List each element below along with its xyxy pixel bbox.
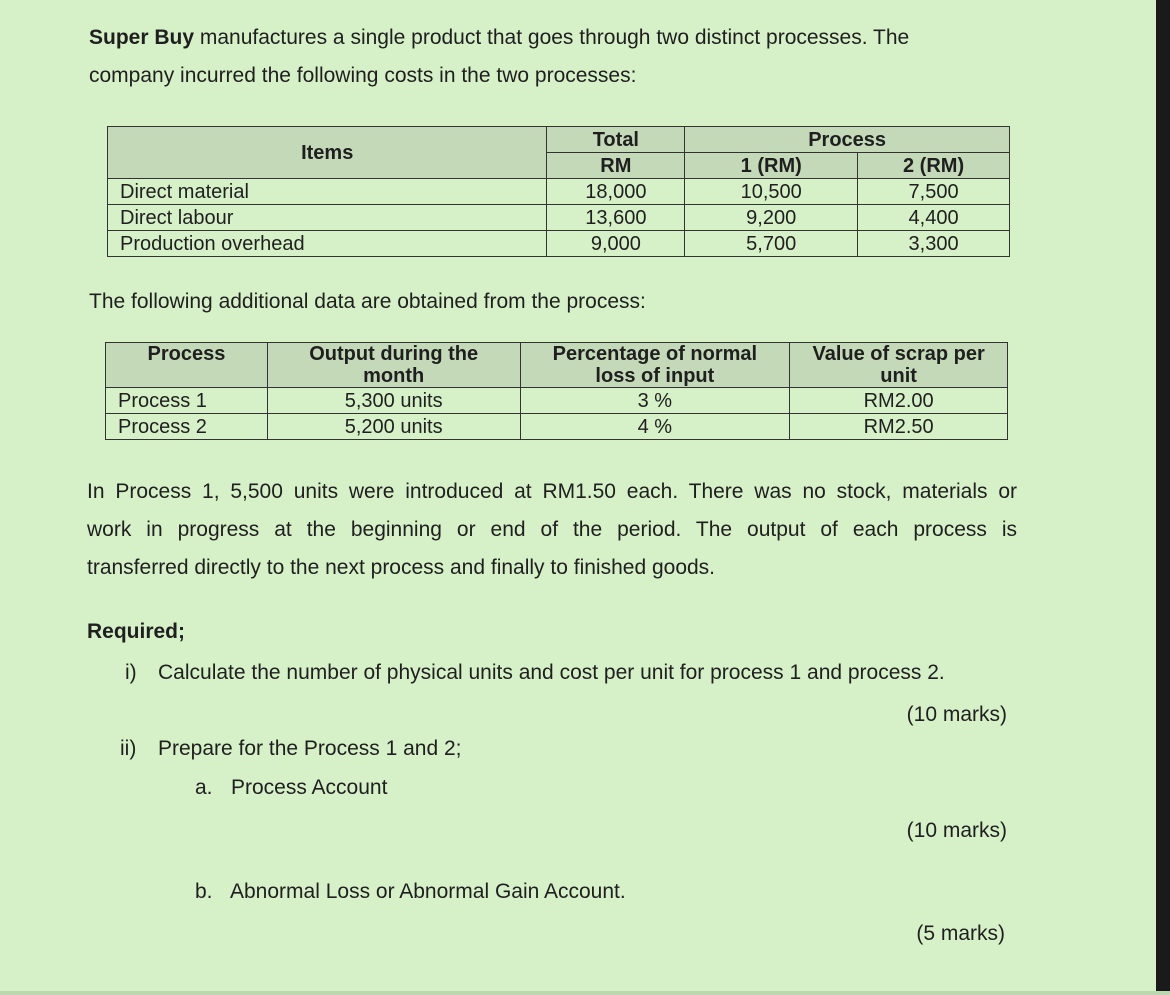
q1-number: i): [125, 661, 137, 684]
header-process-1: 1 (RM): [685, 153, 858, 179]
row-total: 9,000: [547, 231, 685, 257]
row-process: Process 2: [106, 414, 268, 440]
row-p2: 3,300: [858, 231, 1010, 257]
process-table: [105, 342, 1008, 440]
row-scrap: RM2.00: [790, 388, 1008, 414]
row-p1: 5,700: [685, 231, 858, 257]
q1-text: Calculate the number of physical units and cost per unit for process 1 and process 2.: [158, 661, 945, 684]
q2a-marks: (10 marks): [906, 819, 1007, 842]
table-row: [106, 388, 1008, 414]
row-p2: 7,500: [858, 179, 1010, 205]
row-p1: 9,200: [685, 205, 858, 231]
details-paragraph: [87, 473, 1017, 587]
row-loss: 4 %: [520, 414, 790, 440]
row-item: Direct material: [108, 179, 547, 205]
intro-line2: company incurred the following costs in the two processes:: [89, 64, 637, 87]
header-process: Process: [685, 127, 1010, 153]
details-line2: work in progress at the beginning or end of the period. The output of each process is: [87, 518, 1017, 541]
intro-line1: manufactures a single product that goes through two distinct processes. The: [194, 26, 910, 49]
q2a-text: Process Account: [231, 776, 388, 799]
row-scrap: RM2.50: [790, 414, 1008, 440]
required-heading: Required;: [87, 620, 186, 643]
table-row: [106, 414, 1008, 440]
page-bottom-edge: [0, 991, 1170, 995]
row-output: 5,300 units: [267, 388, 520, 414]
header-scrap-value: Value of scrap per unit: [790, 343, 1008, 388]
q2b-text: Abnormal Loss or Abnormal Gain Account.: [230, 880, 626, 903]
header-total-unit: RM: [547, 153, 685, 179]
table-row: [108, 179, 1010, 205]
company-name: Super Buy: [89, 26, 195, 49]
q2a-number: a.: [195, 776, 213, 799]
row-process: Process 1: [106, 388, 268, 414]
row-p2: 4,400: [858, 205, 1010, 231]
row-loss: 3 %: [520, 388, 790, 414]
header-total: Total: [547, 127, 685, 153]
table-row: [108, 231, 1010, 257]
cost-table: [107, 126, 1010, 257]
intro-paragraph: [89, 19, 1019, 95]
row-total: 18,000: [547, 179, 685, 205]
header-output: Output during the month: [267, 343, 520, 388]
additional-data-text: The following additional data are obtained from the process:: [89, 290, 646, 313]
page-edge-shadow: [1156, 0, 1170, 995]
header-normal-loss: Percentage of normal loss of input: [520, 343, 790, 388]
details-line3: transferred directly to the next process and finally to finished goods.: [87, 556, 716, 579]
row-item: Direct labour: [108, 205, 547, 231]
header-items: Items: [108, 127, 547, 179]
row-total: 13,600: [547, 205, 685, 231]
q2-text: Prepare for the Process 1 and 2;: [158, 737, 462, 760]
table-row: [108, 205, 1010, 231]
row-p1: 10,500: [685, 179, 858, 205]
q2-number: ii): [120, 737, 137, 760]
header-process-2: 2 (RM): [858, 153, 1010, 179]
header-process: Process: [106, 343, 268, 388]
q2b-marks: (5 marks): [916, 922, 1005, 945]
q1-marks: (10 marks): [906, 703, 1007, 726]
details-line1: In Process 1, 5,500 units were introduced at RM1.50 each. There was no stock, materials or: [87, 480, 1017, 503]
row-item: Production overhead: [108, 231, 547, 257]
q2b-number: b.: [195, 880, 213, 903]
row-output: 5,200 units: [267, 414, 520, 440]
